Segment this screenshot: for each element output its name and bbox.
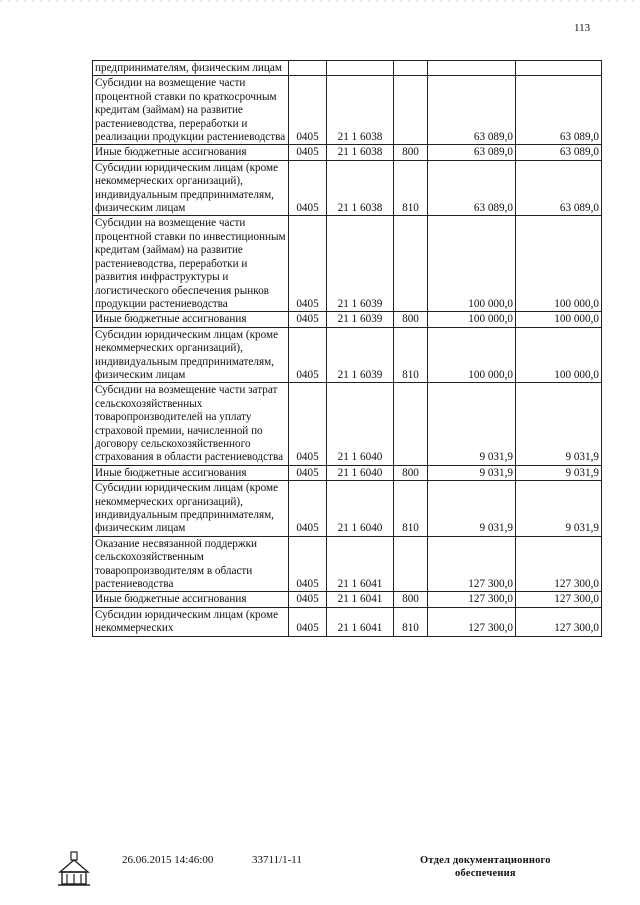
cell-amount-2: 127 300,0 [516,607,602,636]
cell-target-article: 21 1 6039 [327,327,394,383]
cell-target-article: 21 1 6041 [327,607,394,636]
cell-name: Иные бюджетные ассигнования [93,592,289,607]
cell-amount-2: 63 089,0 [516,145,602,160]
cell-name: Субсидии юридическим лицам (кроме некоммерческих организаций), индивидуальным предпринимателям, физическим лицам [93,481,289,537]
emblem-logo [56,848,92,888]
table-row [93,481,602,537]
stamp-line-1: Отдел документационного [420,855,551,866]
cell-section: 0405 [289,76,327,145]
cell-name: Иные бюджетные ассигнования [93,312,289,327]
cell-target-article: 21 1 6038 [327,76,394,145]
cell-expense-type [394,216,428,312]
cell-name: Субсидии юридическим лицам (кроме некоммерческих [93,607,289,636]
cell-section: 0405 [289,160,327,216]
cell-amount-1: 9 031,9 [428,481,516,537]
cell-section: 0405 [289,465,327,480]
cell-name: Иные бюджетные ассигнования [93,145,289,160]
cell-amount-1: 127 300,0 [428,592,516,607]
cell-expense-type: 810 [394,481,428,537]
cell-expense-type [394,383,428,465]
cell-amount-1: 100 000,0 [428,327,516,383]
cell-target-article: 21 1 6038 [327,145,394,160]
cell-expense-type: 810 [394,607,428,636]
stamp-line-2: обеспечения [454,868,516,879]
cell-target-article: 21 1 6041 [327,536,394,592]
cell-expense-type: 800 [394,465,428,480]
cell-target-article: 21 1 6038 [327,160,394,216]
cell-expense-type: 800 [394,312,428,327]
cell-amount-2: 9 031,9 [516,465,602,480]
cell-amount-1: 100 000,0 [428,312,516,327]
cell-name: Субсидии юридическим лицам (кроме некоммерческих организаций), индивидуальным предпринимателям, физическим лицам [93,327,289,383]
cell-amount-1: 63 089,0 [428,145,516,160]
table-body [93,61,602,637]
cell-name: Оказание несвязанной поддержки сельскохозяйственным товаропроизводителям в области растениеводства [93,536,289,592]
cell-amount-2: 100 000,0 [516,327,602,383]
table-row [93,160,602,216]
table-row [93,216,602,312]
table-row [93,61,602,76]
cell-target-article: 21 1 6039 [327,312,394,327]
table-row [93,145,602,160]
cell-amount-1: 63 089,0 [428,76,516,145]
cell-amount-1: 127 300,0 [428,607,516,636]
table-row [93,327,602,383]
cell-amount-1: 9 031,9 [428,465,516,480]
cell-target-article [327,61,394,76]
cell-name: Субсидии на возмещение части процентной ставки по краткосрочным кредитам (займам) на развитие растениеводства, переработки и реализации продукции растениеводства [93,76,289,145]
cell-name: Субсидии юридическим лицам (кроме некоммерческих организаций), индивидуальным предпринимателям, физическим лицам [93,160,289,216]
cell-expense-type [394,61,428,76]
cell-section: 0405 [289,607,327,636]
cell-expense-type: 800 [394,145,428,160]
cell-expense-type [394,76,428,145]
cell-amount-2: 100 000,0 [516,312,602,327]
cell-section: 0405 [289,536,327,592]
cell-amount-2: 63 089,0 [516,160,602,216]
page-number: 113 [574,22,591,34]
table-row [93,76,602,145]
cell-expense-type: 810 [394,327,428,383]
table-row [93,383,602,465]
cell-expense-type: 810 [394,160,428,216]
cell-section: 0405 [289,383,327,465]
cell-target-article: 21 1 6040 [327,465,394,480]
cell-section: 0405 [289,327,327,383]
cell-name: Субсидии на возмещение части процентной ставки по инвестиционным кредитам (займам) на развитие растениеводства, переработки и развития инфраструктуры и логистического обеспечения рынков продукции растениеводства [93,216,289,312]
cell-amount-1 [428,61,516,76]
department-stamp [420,854,551,880]
cell-amount-1: 127 300,0 [428,536,516,592]
cell-amount-2: 100 000,0 [516,216,602,312]
cell-amount-2: 127 300,0 [516,592,602,607]
cell-amount-2: 9 031,9 [516,481,602,537]
cell-section: 0405 [289,216,327,312]
cell-name: Субсидии на возмещение части затрат сельскохозяйственных товаропроизводителей на уплату страховой премии, начисленной по договору сельскохозяйственного страхования в области растениеводства [93,383,289,465]
cell-expense-type: 800 [394,592,428,607]
cell-amount-1: 9 031,9 [428,383,516,465]
cell-section: 0405 [289,592,327,607]
footer-doc-code: 33711/1-11 [252,854,302,866]
cell-target-article: 21 1 6040 [327,383,394,465]
cell-name: Иные бюджетные ассигнования [93,465,289,480]
cell-expense-type [394,536,428,592]
cell-amount-1: 100 000,0 [428,216,516,312]
cell-amount-1: 63 089,0 [428,160,516,216]
table-row [93,312,602,327]
cell-section: 0405 [289,145,327,160]
cell-amount-2: 127 300,0 [516,536,602,592]
cell-section: 0405 [289,312,327,327]
cell-section [289,61,327,76]
footer-datetime: 26.06.2015 14:46:00 [122,854,214,866]
table-row [93,536,602,592]
cell-target-article: 21 1 6041 [327,592,394,607]
cell-section: 0405 [289,481,327,537]
scan-border [0,0,640,4]
cell-target-article: 21 1 6040 [327,481,394,537]
budget-table [92,60,602,637]
cell-amount-2 [516,61,602,76]
table-row [93,465,602,480]
cell-amount-2: 9 031,9 [516,383,602,465]
cell-target-article: 21 1 6039 [327,216,394,312]
table-row [93,592,602,607]
cell-amount-2: 63 089,0 [516,76,602,145]
cell-name: предпринимателям, физическим лицам [93,61,289,76]
table-row [93,607,602,636]
